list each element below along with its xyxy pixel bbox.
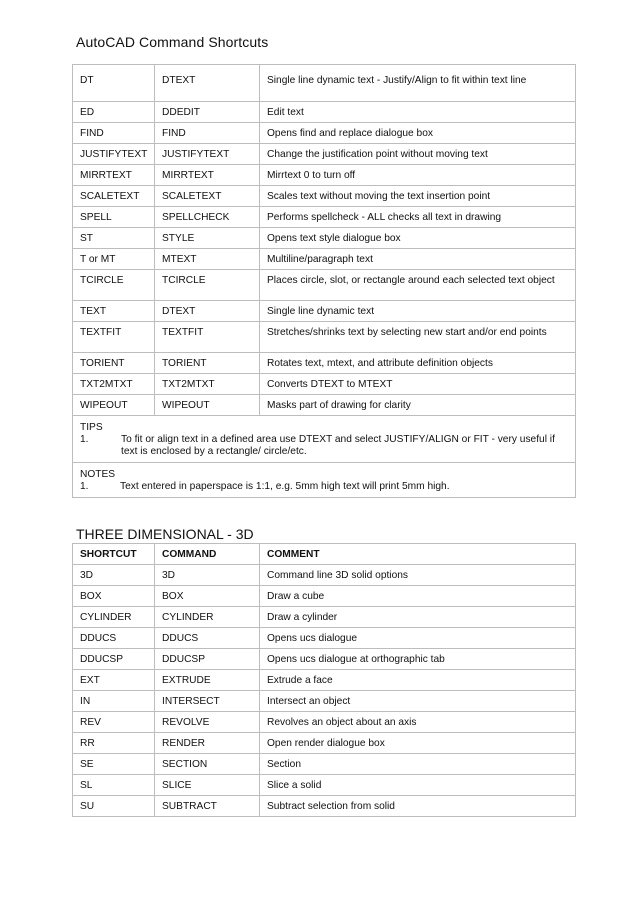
shortcut-cell: TEXT xyxy=(73,301,155,322)
comment-header: COMMENT xyxy=(260,544,576,565)
table-row xyxy=(73,353,576,374)
table-row xyxy=(73,228,576,249)
shortcut-cell: FIND xyxy=(73,123,155,144)
notes-text: Text entered in paperspace is 1:1, e.g. 5mm high text will print 5mm high. xyxy=(120,481,450,492)
command-cell: FIND xyxy=(155,123,260,144)
table-row xyxy=(73,207,576,228)
shortcut-cell: SCALETEXT xyxy=(73,186,155,207)
comment-cell: Change the justification point without moving text xyxy=(260,144,576,165)
table-row xyxy=(73,586,576,607)
shortcut-cell: 3D xyxy=(73,565,155,586)
table-row xyxy=(73,395,576,416)
comment-cell: Intersect an object xyxy=(260,691,576,712)
shortcut-cell: T or MT xyxy=(73,249,155,270)
shortcut-cell: SU xyxy=(73,796,155,817)
table-row xyxy=(73,607,576,628)
comment-cell: Opens text style dialogue box xyxy=(260,228,576,249)
shortcut-cell: CYLINDER xyxy=(73,607,155,628)
table-row xyxy=(73,374,576,395)
shortcut-cell: JUSTIFYTEXT xyxy=(73,144,155,165)
table-header-row xyxy=(73,544,576,565)
shortcut-cell: RR xyxy=(73,733,155,754)
table-row xyxy=(73,733,576,754)
table-row xyxy=(73,249,576,270)
tips-cell xyxy=(73,416,576,463)
table-row xyxy=(73,322,576,353)
notes-row xyxy=(73,463,576,498)
table-row xyxy=(73,754,576,775)
command-cell: MTEXT xyxy=(155,249,260,270)
notes-heading: NOTES xyxy=(80,469,116,480)
notes-number: 1. xyxy=(80,481,89,492)
table-row xyxy=(73,301,576,322)
command-cell: CYLINDER xyxy=(155,607,260,628)
comment-cell: Slice a solid xyxy=(260,775,576,796)
command-cell: INTERSECT xyxy=(155,691,260,712)
command-cell: WIPEOUT xyxy=(155,395,260,416)
comment-cell: Masks part of drawing for clarity xyxy=(260,395,576,416)
command-cell: TEXTFIT xyxy=(155,322,260,353)
shortcut-cell: DT xyxy=(73,65,155,102)
command-cell: SECTION xyxy=(155,754,260,775)
shortcut-cell: SPELL xyxy=(73,207,155,228)
shortcut-cell: WIPEOUT xyxy=(73,395,155,416)
comment-cell: Opens ucs dialogue xyxy=(260,628,576,649)
shortcut-cell: SL xyxy=(73,775,155,796)
table-row xyxy=(73,65,576,102)
table-row xyxy=(73,186,576,207)
command-cell: DDEDIT xyxy=(155,102,260,123)
shortcut-cell: BOX xyxy=(73,586,155,607)
shortcut-cell: IN xyxy=(73,691,155,712)
comment-cell: Revolves an object about an axis xyxy=(260,712,576,733)
comment-cell: Converts DTEXT to MTEXT xyxy=(260,374,576,395)
shortcut-header: SHORTCUT xyxy=(73,544,155,565)
table-row xyxy=(73,775,576,796)
command-cell: DTEXT xyxy=(155,301,260,322)
shortcut-cell: TORIENT xyxy=(73,353,155,374)
shortcut-cell: ED xyxy=(73,102,155,123)
comment-cell: Performs spellcheck - ALL checks all text in drawing xyxy=(260,207,576,228)
comment-cell: Draw a cube xyxy=(260,586,576,607)
table-row xyxy=(73,796,576,817)
comment-cell: Extrude a face xyxy=(260,670,576,691)
command-cell: SLICE xyxy=(155,775,260,796)
section-title-3d: THREE DIMENSIONAL - 3D xyxy=(76,526,254,542)
table-row xyxy=(73,628,576,649)
command-cell: DDUCSP xyxy=(155,649,260,670)
shortcut-cell: ST xyxy=(73,228,155,249)
comment-cell: Opens find and replace dialogue box xyxy=(260,123,576,144)
table-row xyxy=(73,144,576,165)
comment-cell: Multiline/paragraph text xyxy=(260,249,576,270)
notes-cell xyxy=(73,463,576,498)
comment-cell: Single line dynamic text - Justify/Align to fit within text line xyxy=(260,65,576,102)
command-cell: SCALETEXT xyxy=(155,186,260,207)
command-cell: MIRRTEXT xyxy=(155,165,260,186)
comment-cell: Command line 3D solid options xyxy=(260,565,576,586)
comment-cell: Opens ucs dialogue at orthographic tab xyxy=(260,649,576,670)
command-cell: TORIENT xyxy=(155,353,260,374)
tips-heading: TIPS xyxy=(80,422,103,433)
comment-cell: Mirrtext 0 to turn off xyxy=(260,165,576,186)
shortcut-cell: DDUCS xyxy=(73,628,155,649)
command-cell: 3D xyxy=(155,565,260,586)
tips-text: To fit or align text in a defined area use DTEXT and select JUSTIFY/ALIGN or FIT - very useful if text is enclosed by a rectangle/ circle/etc. xyxy=(121,434,555,457)
text-commands-table xyxy=(72,64,576,498)
command-cell: DDUCS xyxy=(155,628,260,649)
shortcut-cell: TCIRCLE xyxy=(73,270,155,301)
comment-cell: Rotates text, mtext, and attribute definition objects xyxy=(260,353,576,374)
command-cell: SPELLCHECK xyxy=(155,207,260,228)
table-row xyxy=(73,565,576,586)
shortcut-cell: TXT2MTXT xyxy=(73,374,155,395)
comment-cell: Places circle, slot, or rectangle around each selected text object xyxy=(260,270,576,301)
command-cell: RENDER xyxy=(155,733,260,754)
comment-cell: Draw a cylinder xyxy=(260,607,576,628)
command-cell: EXTRUDE xyxy=(155,670,260,691)
command-cell: REVOLVE xyxy=(155,712,260,733)
comment-cell: Single line dynamic text xyxy=(260,301,576,322)
table-row xyxy=(73,649,576,670)
comment-cell: Stretches/shrinks text by selecting new start and/or end points xyxy=(260,322,576,353)
shortcut-cell: EXT xyxy=(73,670,155,691)
command-cell: BOX xyxy=(155,586,260,607)
comment-cell: Section xyxy=(260,754,576,775)
command-cell: JUSTIFYTEXT xyxy=(155,144,260,165)
shortcut-cell: DDUCSP xyxy=(73,649,155,670)
table-row xyxy=(73,670,576,691)
command-header: COMMAND xyxy=(155,544,260,565)
table-row xyxy=(73,102,576,123)
3d-commands-table xyxy=(72,543,576,817)
tips-row xyxy=(73,416,576,463)
shortcut-cell: TEXTFIT xyxy=(73,322,155,353)
shortcut-cell: MIRRTEXT xyxy=(73,165,155,186)
table-row xyxy=(73,270,576,301)
comment-cell: Open render dialogue box xyxy=(260,733,576,754)
command-cell: TCIRCLE xyxy=(155,270,260,301)
command-cell: STYLE xyxy=(155,228,260,249)
table-row xyxy=(73,123,576,144)
table-row xyxy=(73,691,576,712)
comment-cell: Edit text xyxy=(260,102,576,123)
shortcut-cell: SE xyxy=(73,754,155,775)
comment-cell: Scales text without moving the text insertion point xyxy=(260,186,576,207)
shortcut-cell: REV xyxy=(73,712,155,733)
command-cell: TXT2MTXT xyxy=(155,374,260,395)
command-cell: SUBTRACT xyxy=(155,796,260,817)
command-cell: DTEXT xyxy=(155,65,260,102)
table-row xyxy=(73,712,576,733)
tips-number: 1. xyxy=(80,434,89,445)
table-row xyxy=(73,165,576,186)
comment-cell: Subtract selection from solid xyxy=(260,796,576,817)
page-title: AutoCAD Command Shortcuts xyxy=(76,34,269,50)
